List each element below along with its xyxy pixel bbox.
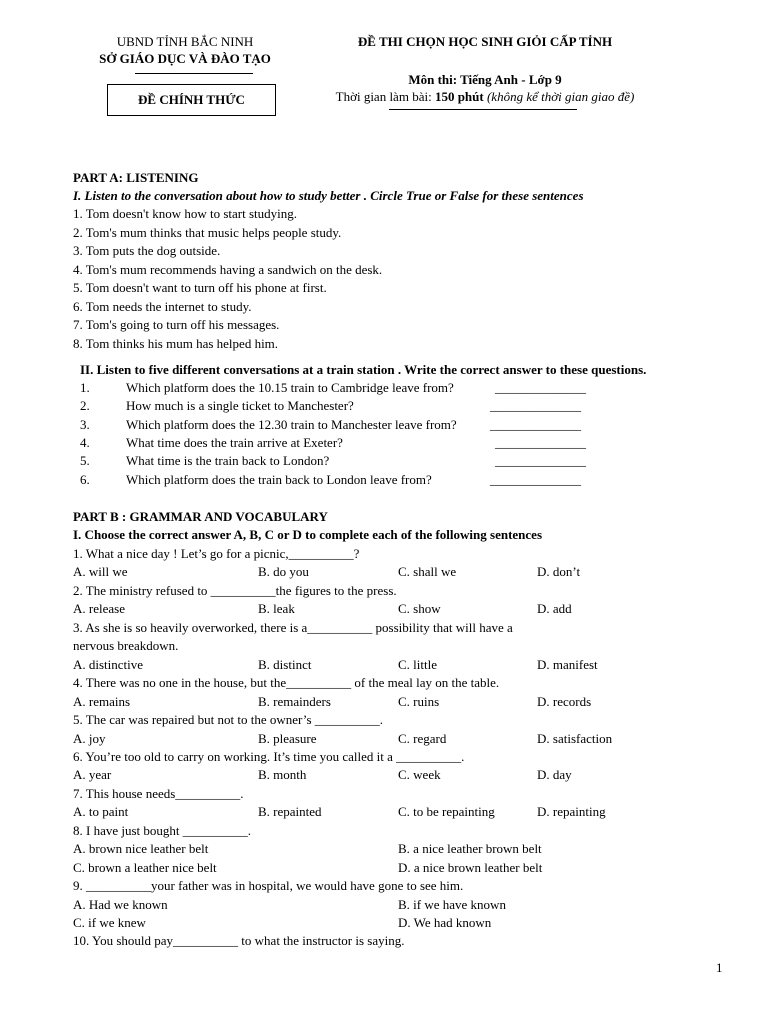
question-text: Which platform does the 12.30 train to Manchester leave from? [126, 416, 457, 432]
answer-option[interactable]: B. do you [258, 564, 309, 580]
question-text: How much is a single ticket to Manchester? [126, 398, 354, 414]
exam-time [300, 89, 670, 105]
answer-option[interactable]: C. show [398, 601, 441, 617]
answer-option[interactable]: C. little [398, 656, 437, 672]
question-stem-continued: nervous breakdown. [73, 638, 179, 654]
header-authority: UBND TỈNH BẮC NINH [116, 34, 254, 49]
answer-option[interactable]: B. a nice leather brown belt [398, 841, 542, 857]
answer-option[interactable]: C. week [398, 767, 441, 783]
answer-option[interactable]: C. if we knew [73, 915, 146, 930]
answer-option[interactable]: D. day [537, 767, 572, 783]
answer-option[interactable]: D. satisfaction [537, 730, 613, 746]
answer-option[interactable]: D. a nice brown leather belt [398, 859, 543, 875]
question-text: Which platform does the 10.15 train to Cambridge leave from? [126, 380, 454, 395]
exam-time-value: 150 phút [434, 89, 484, 104]
part-b-title: PART B : GRAMMAR AND VOCABULARY [73, 509, 328, 524]
answer-option[interactable]: B. if we have known [398, 896, 506, 912]
answer-option[interactable]: A. distinctive [73, 656, 144, 672]
answer-blank[interactable]: ______________ [495, 453, 586, 469]
question-stem: 8. I have just bought __________. [73, 822, 252, 838]
answer-option[interactable]: D. repainting [537, 804, 606, 820]
answer-blank[interactable]: ______________ [495, 434, 586, 450]
part-a-section1-instruction: I. Listen to the conversation about how to study better . Circle True or False for these sentences [73, 188, 584, 203]
header-department: SỞ GIÁO DỤC VÀ ĐÀO TẠO [99, 51, 271, 66]
question-stem: 1. What a nice day ! Let’s go for a picnic,__________? [73, 546, 360, 561]
question-number: 3. [80, 416, 90, 432]
question-number: 1. [80, 380, 90, 395]
exam-title: ĐỀ THI CHỌN HỌC SINH GIỎI CẤP TỈNH [357, 34, 613, 49]
answer-option[interactable]: C. brown a leather nice belt [73, 859, 217, 875]
listening-statement: 2. Tom's mum thinks that music helps people study. [73, 224, 342, 240]
answer-option[interactable]: D. don’t [537, 564, 581, 580]
question-number: 5. [80, 453, 90, 469]
answer-option[interactable]: B. month [258, 767, 307, 783]
question-number: 4. [80, 434, 90, 450]
answer-option[interactable]: B. pleasure [258, 730, 317, 746]
listening-statement: 6. Tom needs the internet to study. [73, 298, 252, 314]
listening-statement: 3. Tom puts the dog outside. [73, 243, 221, 258]
official-label: ĐỀ CHÍNH THỨC [138, 92, 245, 107]
answer-option[interactable]: A. to paint [73, 804, 129, 820]
question-stem: 5. The car was repaired but not to the owner’s __________. [73, 712, 384, 728]
answer-option[interactable]: A. remains [73, 693, 131, 709]
question-stem: 2. The ministry refused to __________the figures to the press. [73, 582, 397, 598]
part-b-section1-instruction: I. Choose the correct answer A, B, C or D to complete each of the following sentences [73, 527, 543, 542]
answer-option[interactable]: A. year [73, 767, 112, 783]
answer-option[interactable]: A. brown nice leather belt [73, 841, 209, 857]
answer-option[interactable]: B. repainted [258, 804, 322, 820]
listening-statement: 1. Tom doesn't know how to start studying. [73, 206, 297, 221]
header-left-divider [135, 73, 253, 74]
header-right-divider [389, 109, 577, 110]
answer-option[interactable]: A. will we [73, 564, 128, 580]
answer-option[interactable]: D. We had known [398, 915, 492, 930]
question-stem: 10. You should pay__________ to what the instructor is saying. [73, 933, 405, 949]
question-number: 6. [80, 471, 90, 487]
answer-option[interactable]: A. joy [73, 730, 106, 746]
answer-option[interactable]: B. distinct [258, 656, 312, 672]
question-number: 2. [80, 398, 90, 414]
question-text: What time does the train arrive at Exeter? [126, 434, 343, 450]
exam-time-prefix: Thời gian làm bài: [335, 89, 435, 104]
answer-blank[interactable]: ______________ [490, 471, 581, 487]
question-stem: 6. You’re too old to carry on working. It’s time you called it a __________. [73, 748, 465, 764]
answer-option[interactable]: C. ruins [398, 693, 440, 709]
answer-option[interactable]: C. to be repainting [398, 804, 495, 820]
answer-option[interactable]: B. leak [258, 601, 295, 617]
official-box [107, 84, 276, 116]
listening-statement: 7. Tom's going to turn off his messages. [73, 317, 280, 332]
part-a-section2-instruction: II. Listen to five different conversations at a train station . Write the correct answer to these questions. [80, 362, 647, 377]
question-text: Which platform does the train back to London leave from? [126, 471, 432, 487]
listening-statement: 8. Tom thinks his mum has helped him. [73, 335, 279, 351]
exam-time-note: (không kể thời gian giao đề) [483, 89, 635, 104]
answer-blank[interactable]: ______________ [490, 398, 581, 414]
question-stem: 7. This house needs__________. [73, 785, 244, 801]
question-stem: 3. As she is so heavily overworked, there is a__________ possibility that will have a [73, 619, 513, 635]
answer-option[interactable]: C. shall we [398, 564, 457, 580]
answer-option[interactable]: D. records [537, 693, 592, 709]
answer-option[interactable]: A. release [73, 601, 125, 617]
answer-option[interactable]: D. manifest [537, 656, 598, 672]
answer-option[interactable]: D. add [537, 601, 572, 617]
exam-subject: Môn thi: Tiếng Anh - Lớp 9 [408, 72, 562, 87]
answer-option[interactable]: B. remainders [258, 693, 331, 709]
page-number: 1 [716, 960, 723, 975]
answer-blank[interactable]: ______________ [495, 380, 586, 395]
question-stem: 4. There was no one in the house, but the__________ of the meal lay on the table. [73, 675, 500, 691]
listening-statement: 4. Tom's mum recommends having a sandwich on the desk. [73, 261, 383, 277]
question-stem: 9. __________your father was in hospital, we would have gone to see him. [73, 878, 464, 894]
answer-blank[interactable]: ______________ [490, 416, 581, 432]
listening-statement: 5. Tom doesn't want to turn off his phone at first. [73, 280, 327, 295]
question-text: What time is the train back to London? [126, 453, 330, 469]
answer-option[interactable]: A. Had we known [73, 896, 168, 912]
answer-option[interactable]: C. regard [398, 730, 447, 746]
part-a-title: PART A: LISTENING [73, 170, 199, 185]
